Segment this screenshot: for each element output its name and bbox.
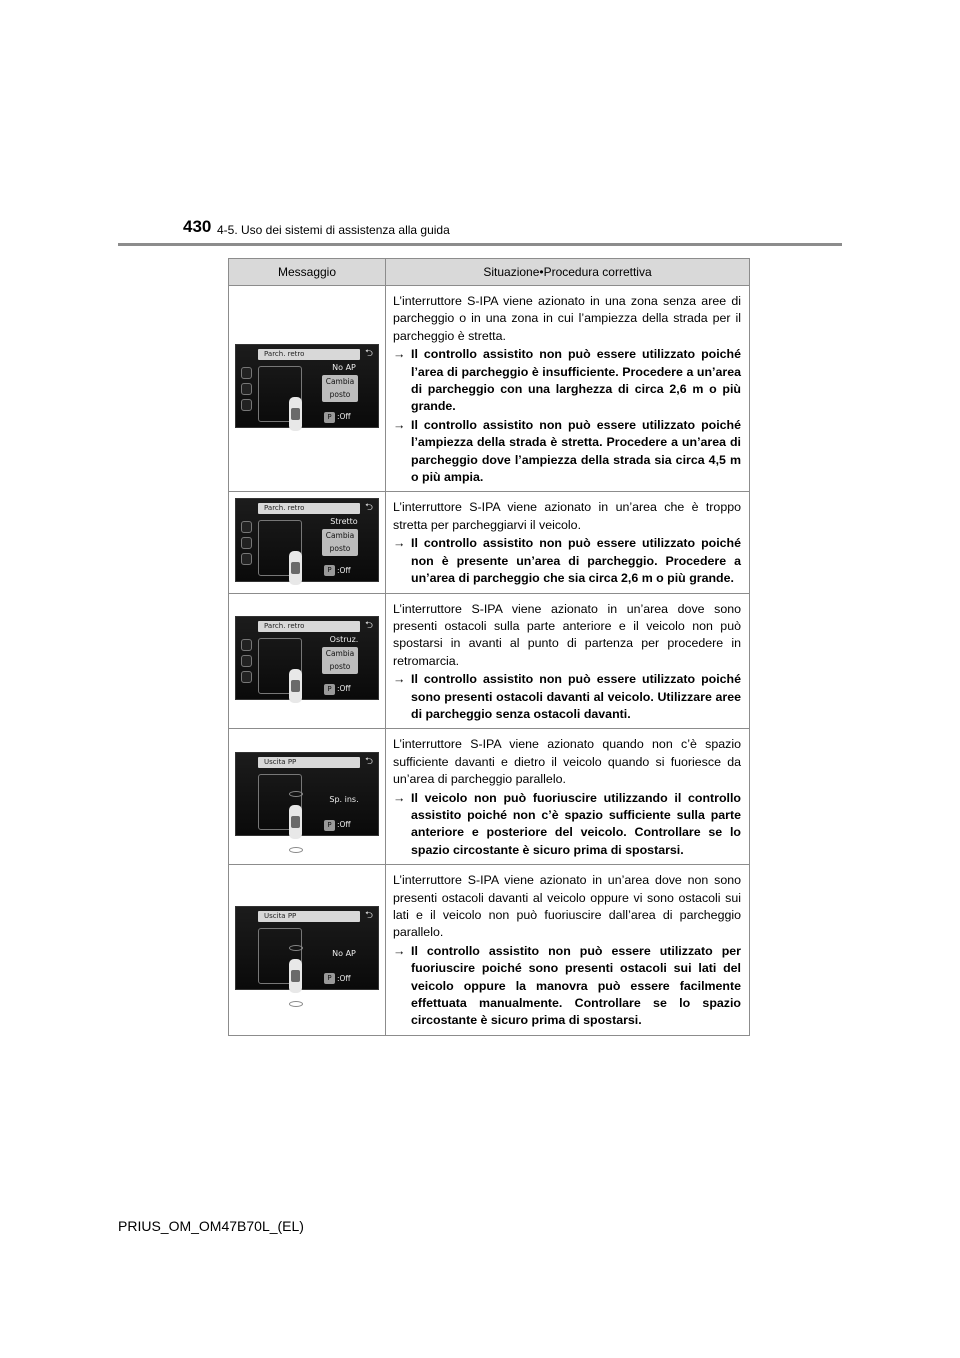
change-spot-line1: Cambia [325, 649, 355, 659]
corrective-text: Il controllo assistito non può essere utilizzato poiché l’area di parcheggio è insufficiente. Procedere a un’area di parcheggio con una larghezza di circa 2,6 m o più grande. [411, 347, 741, 414]
screen-title: Parch. retro [258, 621, 360, 632]
change-spot-button [322, 375, 358, 402]
return-icon: ⮌ [365, 348, 374, 360]
off-control [324, 565, 351, 577]
table-row [229, 593, 750, 729]
off-label: :Off [337, 973, 351, 983]
vehicle-icon [289, 397, 302, 431]
table-header-row [229, 259, 750, 286]
parking-assist-icon: P [324, 412, 335, 423]
table-row [229, 286, 750, 492]
parking-assist-icon: P [324, 973, 335, 984]
sensor-rear-icon [289, 847, 303, 853]
arrow-icon: → [393, 943, 406, 958]
header-rule [118, 243, 842, 246]
change-spot-line1: Cambia [325, 377, 355, 387]
parking-assist-icon: P [324, 565, 335, 576]
off-label: :Off [337, 412, 351, 422]
off-label: :Off [337, 565, 351, 575]
change-spot-line2: posto [329, 662, 351, 672]
corrective-text: Il veicolo non può fuoriuscire utilizzando il controllo assistito poiché non c’è spazio sufficiente sulla parte anteriore e posteriore del veicolo. Controllare se lo spazio circostante è sicuro prima di spostarsi. [411, 790, 741, 857]
corrective-step [393, 346, 741, 416]
page-number: 430 [183, 217, 212, 236]
return-icon: ⮌ [365, 756, 374, 768]
off-control [324, 411, 351, 423]
situation-cell [386, 492, 750, 593]
situation-text: L’interruttore S-IPA viene azionato quando non c’è spazio sufficiente davanti e dietro il veicolo quando si fuoriesce da un’area di parcheggio parallelo. [393, 737, 741, 787]
corrective-step [393, 790, 741, 860]
off-control [324, 683, 351, 695]
situation-text: L’interruttore S-IPA viene azionato in una zona senza aree di parcheggio o in una zona in cui l’ampiezza della strada per il parcheggio è stretta. [393, 294, 741, 343]
display-screen [235, 752, 379, 836]
parking-slot-icon [241, 639, 252, 651]
screen-status: Stretto [330, 516, 358, 526]
change-spot-button [322, 647, 358, 674]
parking-slot-icon [241, 383, 252, 395]
change-spot-line2: posto [329, 543, 351, 553]
parking-view [258, 520, 302, 576]
return-icon: ⮌ [365, 501, 374, 513]
situation-text: L’interruttore S-IPA viene azionato in un’area che è troppo stretta per parcheggiarvi il veicolo. [393, 500, 741, 532]
table-row [229, 492, 750, 593]
parking-assist-icon: P [324, 684, 335, 695]
vehicle-icon [289, 669, 302, 703]
display-screen [235, 616, 379, 700]
screen-status: No AP [332, 363, 356, 373]
screen-status: No AP [332, 948, 356, 958]
parking-slot-icon [241, 399, 252, 411]
screen-title: Parch. retro [258, 503, 360, 514]
corrective-step [393, 417, 741, 487]
table-row [229, 865, 750, 1036]
display-screen [235, 906, 379, 990]
screen-title: Uscita PP [258, 757, 360, 768]
parking-view [258, 774, 302, 830]
arrow-icon: → [393, 790, 406, 805]
screen-status: Ostruz. [329, 635, 359, 645]
arrow-icon: → [393, 536, 406, 551]
sensor-front-icon [289, 945, 303, 951]
screen-title: Uscita PP [258, 911, 360, 922]
arrow-icon: → [393, 417, 406, 432]
sensor-rear-icon [289, 1001, 303, 1007]
situation-cell [386, 865, 750, 1036]
display-screen [235, 498, 379, 582]
document-code: PRIUS_OM_OM47B70L_(EL) [118, 1218, 304, 1234]
column-header-situation: Situazione•Procedura correttiva [386, 259, 750, 286]
change-spot-button [322, 529, 358, 556]
parking-slot-icon [241, 553, 252, 565]
message-screen-cell [229, 865, 386, 1036]
message-screen-cell [229, 593, 386, 729]
corrective-text: Il controllo assistito non può essere utilizzato poiché non è presente un’area di parcheggio. Procedere a un’area di parcheggio che sia circa 2,6 m o più grande. [411, 536, 741, 586]
vehicle-icon [289, 551, 302, 585]
arrow-icon: → [393, 347, 406, 362]
corrective-step [393, 943, 741, 1030]
parking-slot-icon [241, 655, 252, 667]
off-control [324, 819, 351, 831]
corrective-text: Il controllo assistito non può essere utilizzato per fuoriuscire poiché sono presenti ostacoli sui lati del veicolo oppure la manovra può essere facilmente effettuata manualmente. Controllare se lo spazio circostante è sicuro prima di spostarsi. [411, 943, 741, 1028]
sensor-front-icon [289, 791, 303, 797]
parking-slot-icon [241, 671, 252, 683]
section-title: 4-5. Uso dei sistemi di assistenza alla guida [217, 223, 450, 237]
corrective-text: Il controllo assistito non può essere utilizzato poiché l’ampiezza della strada è stretta. Procedere a un’area di parcheggio dove l’ampiezza della strada sia circa 4,5 m o più ampia. [411, 417, 741, 485]
parking-view [258, 928, 302, 984]
change-spot-line1: Cambia [325, 530, 355, 540]
off-label: :Off [337, 820, 351, 830]
parking-view [258, 366, 302, 422]
screen-status: Sp. ins. [329, 795, 359, 805]
parking-view [258, 638, 302, 694]
parking-slot-icon [241, 537, 252, 549]
message-table [228, 258, 750, 1036]
parking-assist-icon: P [324, 820, 335, 831]
return-icon: ⮌ [365, 909, 374, 921]
situation-cell [386, 593, 750, 729]
screen-title: Parch. retro [258, 349, 360, 360]
off-label: :Off [337, 684, 351, 694]
parking-slot-icon [241, 367, 252, 379]
arrow-icon: → [393, 672, 406, 687]
parking-slot-icon [241, 521, 252, 533]
situation-text: L’interruttore S-IPA viene azionato in un’area dove sono presenti ostacoli sulla parte anteriore e il veicolo non può spostarsi in avanti al punto di partenza per procedere in retromarcia. [393, 601, 741, 668]
corrective-step [393, 535, 741, 587]
corrective-step [393, 671, 741, 723]
situation-cell [386, 729, 750, 865]
vehicle-icon [289, 959, 302, 993]
change-spot-line2: posto [329, 390, 351, 400]
off-control [324, 973, 351, 985]
table-row [229, 729, 750, 865]
column-header-message: Messaggio [229, 259, 386, 286]
message-screen-cell [229, 729, 386, 865]
situation-text: L’interruttore S-IPA viene azionato in un’area dove non sono presenti ostacoli davanti al veicolo oppure vi sono ostacoli sui lati e il veicolo non può fuoriuscire dall’area di parcheggio parallelo. [393, 873, 741, 940]
vehicle-icon [289, 805, 302, 839]
display-screen [235, 344, 379, 428]
corrective-text: Il controllo assistito non può essere utilizzato poiché sono presenti ostacoli davanti al veicolo. Utilizzare aree di parcheggio senza ostacoli davanti. [411, 672, 741, 721]
message-screen-cell [229, 492, 386, 593]
situation-cell [386, 286, 750, 492]
return-icon: ⮌ [365, 620, 374, 632]
message-screen-cell [229, 286, 386, 492]
